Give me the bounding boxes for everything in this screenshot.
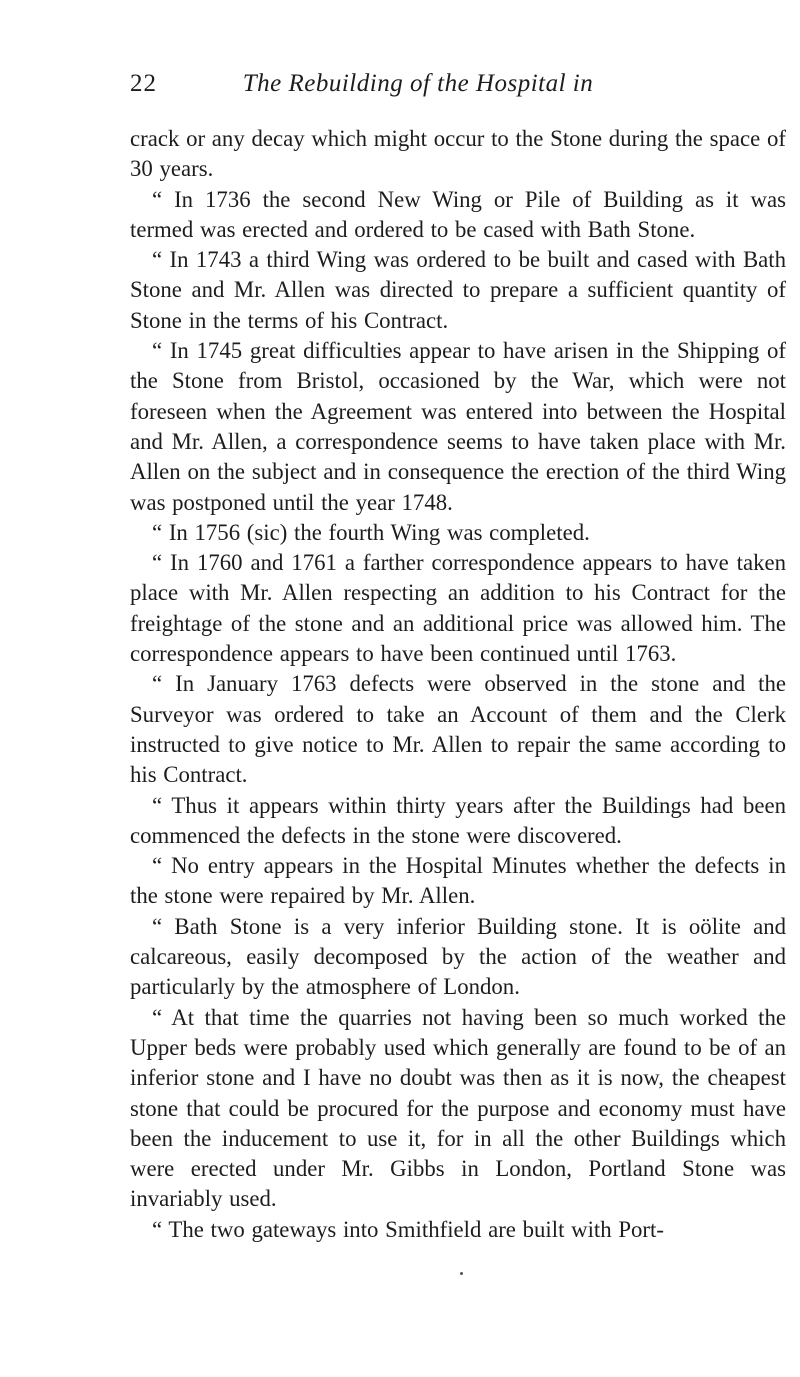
paragraph: “ At that time the quarries not having been so much worked the Upper beds were probably used which generally are found to be of an inferior stone and I have no doubt was then as it is now, the cheapest stone that could be procured for the purpose and economy must have been the inducement to use it, for in all the other Buildings which were erected under Mr. Gibbs in London, Portland Stone was invariably used. [130,1004,786,1212]
paragraph: “ In 1736 the second New Wing or Pile of Building as it was termed was erected and ordered to be cased with Bath Stone. [130,186,786,242]
paragraph: “ In 1745 great difficulties appear to have arisen in the Shipping of the Stone from Bristol, occasioned by the War, which were not foreseen when the Agreement was entered into between the Hospital and Mr. Allen, a correspondence seems to have taken place with Mr. Allen on the subject and in consequence the erection of the third Wing was postponed until the year 1748. [130,338,786,515]
page-number: 22 [130,70,157,97]
paragraph: crack or any decay which might occur to the Stone during the space of 30 years. [130,126,786,182]
body-text [130,124,786,1245]
paragraph: “ Bath Stone is a very inferior Building stone. It is oölite and calcareous, easily decomposed by the action of the weather and particularly by the atmosphere of London. [130,913,786,1000]
paragraph: “ In January 1763 defects were observed in the stone and the Surveyor was ordered to take an Account of them and the Clerk instructed to give notice to Mr. Allen to repair the same according to his Contract. [130,671,786,788]
paragraph: “ In 1756 (sic) the fourth Wing was completed. [152,519,590,545]
paragraph: “ The two gateways into Smithfield are built with Port- [152,1216,664,1242]
paragraph: “ No entry appears in the Hospital Minutes whether the defects in the stone were repaired by Mr. Allen. [130,853,786,909]
footer-mark [460,1272,463,1275]
paragraph: “ In 1760 and 1761 a farther correspondence appears to have taken place with Mr. Allen respecting an addition to his Contract for the freightage of the stone and an additional price was allowed him. The correspondence appears to have been continued until 1763. [130,550,786,667]
running-title: The Rebuilding of the Hospital in [242,70,594,97]
page-header [130,70,706,110]
paragraph: “ In 1743 a third Wing was ordered to be built and cased with Bath Stone and Mr. Allen was directed to prepare a sufficient quantity of Stone in the terms of his Contract. [130,247,786,333]
paragraph: “ Thus it appears within thirty years after the Buildings had been commenced the defects in the stone were discovered. [130,792,786,848]
